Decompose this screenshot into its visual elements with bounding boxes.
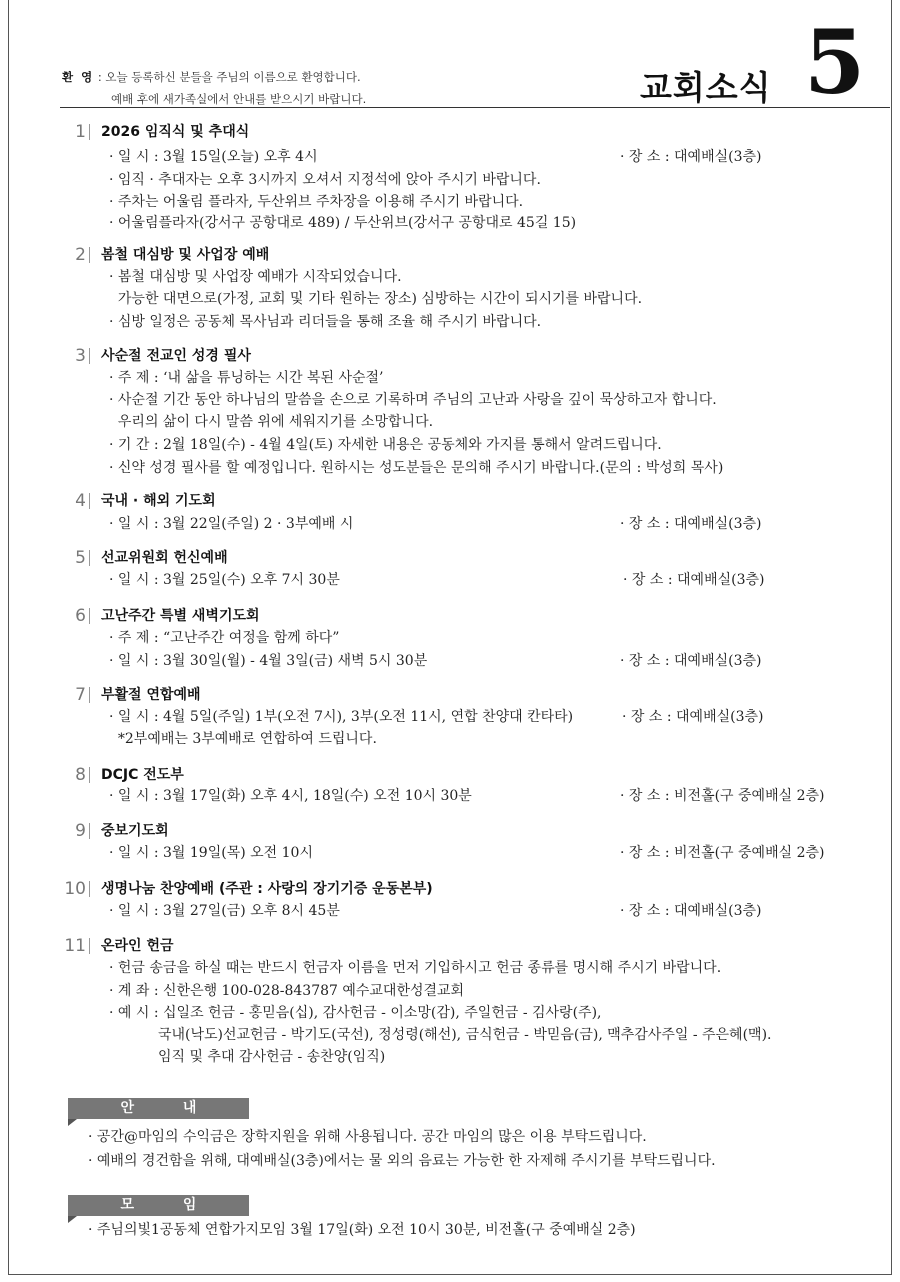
item-detail-line: 가능한 대면으로(가정, 교회 및 기타 원하는 장소) 심방하는 시간이 되시기를 바랍니다. xyxy=(109,291,643,307)
item-number-divider xyxy=(89,608,90,624)
page-title: 교회소식 xyxy=(640,68,772,107)
gathering-title: 모 임 xyxy=(120,1197,219,1213)
item-title: 선교위원회 헌신예배 xyxy=(101,550,228,566)
item-detail-line: · 주 제 : “고난주간 여정을 함께 하다” xyxy=(109,630,340,646)
item-title: 국내 · 해외 기도회 xyxy=(101,493,216,509)
welcome-line1: : 오늘 등록하신 분들을 주님의 이름으로 환영합니다. xyxy=(97,70,361,84)
item-number: 11 xyxy=(64,936,86,956)
item-detail-line: · 신약 성경 필사를 할 예정입니다. 원하시는 성도분들은 문의해 주시기 바랍니다.(문의 : 박성희 목사) xyxy=(109,460,724,476)
item-detail-line: · 일 시 : 3월 17일(화) 오후 4시, 18일(수) 오전 10시 30분 xyxy=(109,788,472,804)
item-detail-line: · 일 시 : 3월 22일(주일) 2 · 3부예배 시 xyxy=(109,516,354,532)
item-number-divider xyxy=(89,938,90,954)
gathering-line: · 주님의빛1공동체 연합가지모임 3월 17일(화) 오전 10시 30분, 비전홀(구 중예배실 2층) xyxy=(88,1222,636,1238)
item-number: 7 xyxy=(75,685,86,705)
item-number: 9 xyxy=(75,821,86,841)
item-number: 1 xyxy=(75,122,86,142)
item-number: 3 xyxy=(75,346,86,366)
item-detail-line: · 일 시 : 3월 19일(목) 오전 10시 xyxy=(109,845,313,861)
item-title: 2026 임직식 및 추대식 xyxy=(101,124,250,140)
item-detail-line: · 일 시 : 3월 25일(수) 오후 7시 30분 xyxy=(109,572,340,588)
item-detail-line: 국내(낙도)선교헌금 - 박기도(국선), 정성령(해선), 금식헌금 - 박믿음(금), 맥추감사주일 - 주은혜(맥). xyxy=(109,1027,772,1043)
item-place: · 장 소 : 비전홀(구 중예배실 2층) xyxy=(620,845,825,861)
item-number: 6 xyxy=(75,606,86,626)
item-detail-line: · 헌금 송금을 하실 때는 반드시 헌금자 이름을 먼저 기입하시고 헌금 종류를 명시해 주시기 바랍니다. xyxy=(109,960,722,976)
item-number-divider xyxy=(89,493,90,509)
item-number-divider xyxy=(89,124,90,140)
item-detail-line: · 계 좌 : 신한은행 100-028-843787 예수교대한성결교회 xyxy=(109,983,465,999)
welcome-line2: 예배 후에 새가족실에서 안내를 받으시기 바랍니다. xyxy=(111,92,367,106)
item-detail-line: *2부예배는 3부예배로 연합하여 드립니다. xyxy=(109,731,377,747)
item-place: · 장 소 : 대예배실(3층) xyxy=(620,653,762,669)
item-title: 중보기도회 xyxy=(101,823,169,839)
item-number-divider xyxy=(89,881,90,897)
item-detail-line: · 일 시 : 4월 5일(주일) 1부(오전 7시), 3부(오전 11시, 연합 찬양대 칸타타) xyxy=(109,709,574,725)
item-place: · 장 소 : 비전홀(구 중예배실 2층) xyxy=(620,788,825,804)
item-title: 사순절 전교인 성경 필사 xyxy=(101,348,251,364)
item-detail-line: · 기 간 : 2월 18일(수) - 4월 4일(토) 자세한 내용은 공동체와 가지를 통해서 알려드립니다. xyxy=(109,437,662,453)
item-detail-line: · 일 시 : 3월 27일(금) 오후 8시 45분 xyxy=(109,903,340,919)
item-title: 봄철 대심방 및 사업장 예배 xyxy=(101,247,270,263)
item-detail-line: · 어울림플라자(강서구 공항대로 489) / 두산위브(강서구 공항대로 45길 15) xyxy=(109,215,577,231)
item-detail-line: · 심방 일정은 공동체 목사님과 리더들을 통해 조율 해 주시기 바랍니다. xyxy=(109,314,542,330)
item-detail-line: · 봄철 대심방 및 사업장 예배가 시작되었습니다. xyxy=(109,269,402,285)
welcome-notice xyxy=(62,66,366,110)
gathering-header-tab xyxy=(68,1216,77,1223)
item-title: 고난주간 특별 새벽기도회 xyxy=(101,608,260,624)
item-detail-line: 임직 및 추대 감사헌금 - 송찬양(임직) xyxy=(109,1049,386,1065)
item-place: · 장 소 : 대예배실(3층) xyxy=(620,903,762,919)
item-number: 8 xyxy=(75,765,86,785)
item-number-divider xyxy=(89,550,90,566)
item-place: · 장 소 : 대예배실(3층) xyxy=(620,516,762,532)
item-number-divider xyxy=(89,348,90,364)
item-detail-line: · 예 시 : 십일조 헌금 - 홍믿음(십), 감사헌금 - 이소망(감), 주일헌금 - 김사랑(주), xyxy=(109,1005,602,1021)
notice-title: 안 내 xyxy=(120,1100,219,1116)
item-title: DCJC 전도부 xyxy=(101,767,184,783)
item-number: 4 xyxy=(75,491,86,511)
item-number: 5 xyxy=(75,548,86,568)
item-number: 10 xyxy=(64,879,86,899)
header-divider xyxy=(60,107,890,108)
item-detail-line: · 일 시 : 3월 30일(월) - 4월 3일(금) 새벽 5시 30분 xyxy=(109,653,428,669)
notice-header xyxy=(68,1098,249,1119)
item-detail-line: 우리의 삶이 다시 말씀 위에 세워지기를 소망합니다. xyxy=(109,414,434,430)
notice-header-tab xyxy=(68,1119,77,1126)
welcome-label: 환 영 xyxy=(62,70,95,84)
item-title: 생명나눔 찬양예배 (주관 : 사랑의 장기기증 운동본부) xyxy=(101,881,433,897)
item-title: 온라인 헌금 xyxy=(101,938,174,954)
notice-line: · 공간@마임의 수익금은 장학지원을 위해 사용됩니다. 공간 마임의 많은 이용 부탁드립니다. xyxy=(88,1129,647,1145)
item-place: · 장 소 : 대예배실(3층) xyxy=(620,149,762,165)
item-number-divider xyxy=(89,247,90,263)
item-number-divider xyxy=(89,823,90,839)
item-number-divider xyxy=(89,687,90,703)
item-detail-line: · 주차는 어울림 플라자, 두산위브 주차장을 이용해 주시기 바랍니다. xyxy=(109,194,524,210)
item-detail-line: · 임직 · 추대자는 오후 3시까지 오셔서 지정석에 앉아 주시기 바랍니다. xyxy=(109,172,541,188)
item-place: · 장 소 : 대예배실(3층) xyxy=(623,572,765,588)
item-detail-line: · 주 제 : ‘내 삶을 튜닝하는 시간 복된 사순절’ xyxy=(109,370,384,386)
item-detail-line: · 사순절 기간 동안 하나님의 말씀을 손으로 기록하며 주님의 고난과 사랑을 깊이 묵상하고자 합니다. xyxy=(109,392,717,408)
item-place: · 장 소 : 대예배실(3층) xyxy=(622,709,764,725)
item-title: 부활절 연합예배 xyxy=(101,687,201,703)
item-number-divider xyxy=(89,767,90,783)
item-number: 2 xyxy=(75,245,86,265)
notice-line: · 예배의 경건함을 위해, 대예배실(3층)에서는 물 외의 음료는 가능한 한 자제해 주시기를 부탁드립니다. xyxy=(88,1153,716,1169)
gathering-header xyxy=(68,1195,249,1216)
page-number: 5 xyxy=(804,10,866,114)
item-detail-line: · 일 시 : 3월 15일(오늘) 오후 4시 xyxy=(109,149,318,165)
